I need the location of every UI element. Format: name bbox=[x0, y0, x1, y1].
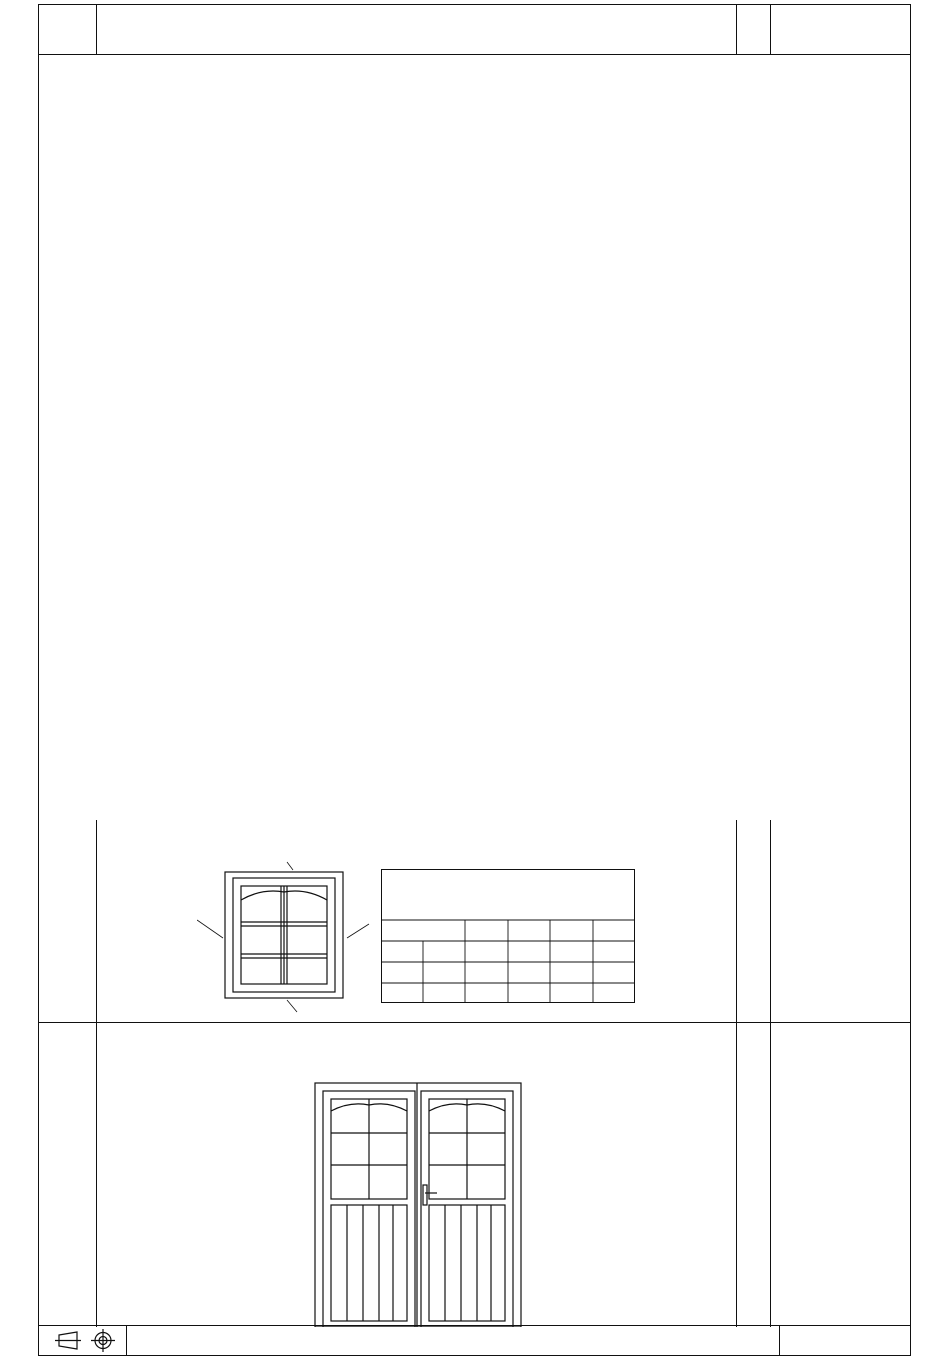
window-ref bbox=[771, 820, 910, 1022]
title-header bbox=[97, 5, 737, 54]
title-block-footer bbox=[39, 1325, 910, 1355]
window-block bbox=[39, 820, 910, 1023]
door-pos bbox=[39, 1023, 97, 1327]
window-drawing-cell bbox=[97, 820, 737, 1022]
window-strip-table bbox=[381, 869, 635, 1003]
ref-header bbox=[771, 5, 910, 54]
strip-table-grid bbox=[381, 869, 635, 1003]
header-row bbox=[39, 5, 910, 55]
door-drawing-cell bbox=[97, 1023, 737, 1327]
window-drawing bbox=[197, 858, 377, 1018]
projection-symbol-icon bbox=[39, 1326, 127, 1355]
door-pcs bbox=[737, 1023, 771, 1327]
door-ref bbox=[771, 1023, 910, 1327]
window-pos bbox=[39, 820, 97, 1022]
specification-sheet bbox=[38, 4, 911, 1356]
pos-header bbox=[39, 5, 97, 54]
object-name bbox=[135, 1326, 147, 1355]
window-pcs bbox=[737, 820, 771, 1022]
pcs-header bbox=[737, 5, 771, 54]
page-number bbox=[779, 1326, 910, 1355]
door-drawing bbox=[313, 1081, 523, 1327]
door-block bbox=[39, 1023, 910, 1327]
